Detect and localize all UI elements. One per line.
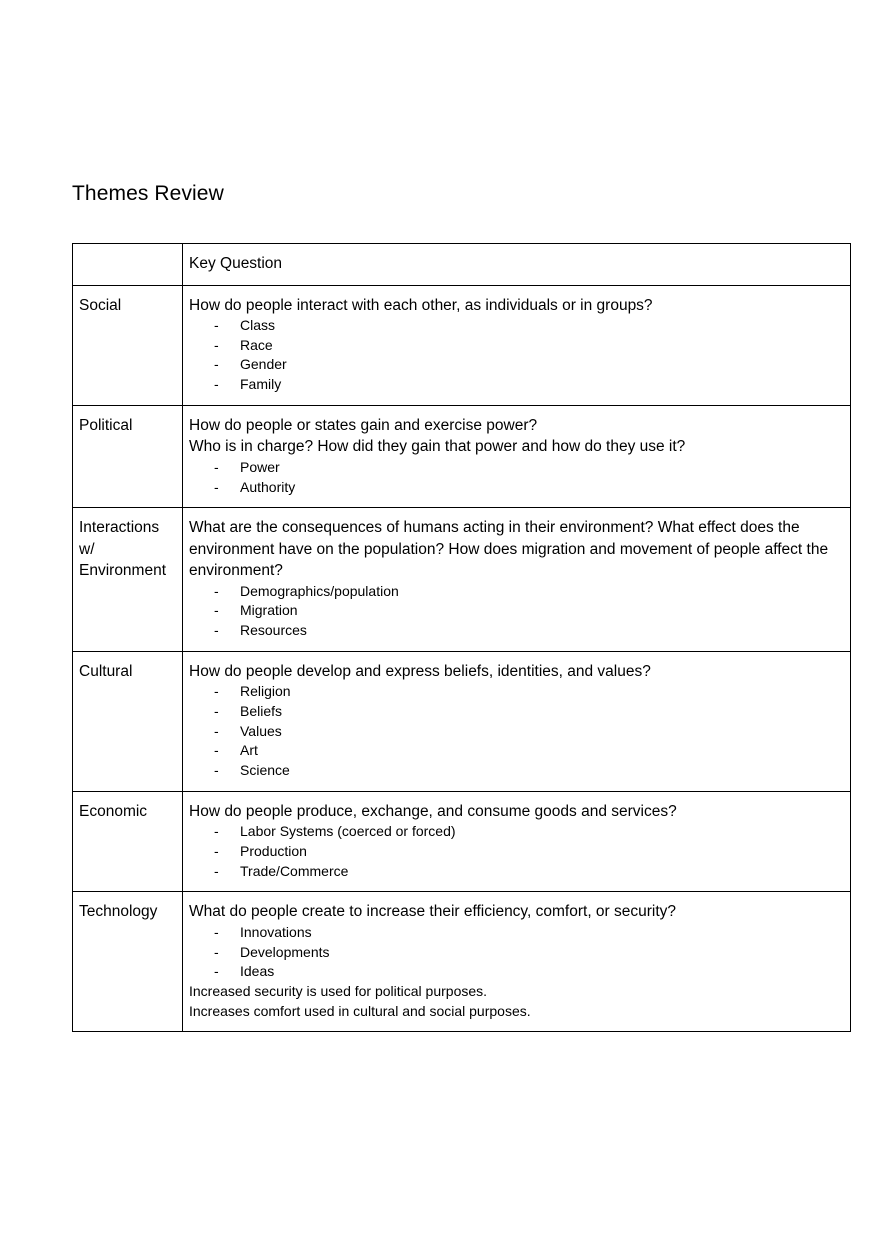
list-item: - Beliefs: [214, 702, 844, 722]
key-question: What are the consequences of humans acting in their environment? What effect does the environment have on the population? How does migration and movement of people affect the environment?: [189, 519, 829, 580]
list-item: - Race: [214, 336, 844, 356]
technology-note: Increases comfort used in cultural and social purposes.: [189, 1002, 531, 1019]
list-item: - Trade/Commerce: [214, 862, 844, 882]
bullet-dash: -: [214, 458, 219, 475]
question-cell: [183, 791, 851, 892]
list-item: - Religion: [214, 682, 844, 702]
question-cell: [183, 405, 851, 507]
bullet-list: [189, 923, 844, 982]
list-item: - Power: [214, 458, 844, 478]
key-question: How do people interact with each other, as individuals or in groups?: [189, 296, 653, 314]
list-item: - Class: [214, 316, 844, 336]
bullet-list: [189, 682, 844, 781]
bullet-list: [189, 582, 844, 641]
theme-cell: Technology: [73, 892, 183, 1032]
bullet-dash: -: [214, 862, 219, 879]
bullet-dash: -: [214, 356, 219, 373]
list-item: - Gender: [214, 355, 844, 375]
list-item: - Ideas: [214, 962, 844, 982]
list-item: - Demographics/population: [214, 582, 844, 602]
bullet-dash: -: [214, 336, 219, 353]
list-item: - Labor Systems (coerced or forced): [214, 822, 844, 842]
table-row-social: [73, 285, 851, 405]
bullet-dash: -: [214, 762, 219, 779]
themes-table: [72, 243, 851, 1032]
list-item: - Values: [214, 722, 844, 742]
bullet-dash: -: [214, 923, 219, 940]
bullet-dash: -: [214, 602, 219, 619]
list-item: - Migration: [214, 601, 844, 621]
key-question-header-cell: Key Question: [183, 244, 851, 286]
list-item: - Production: [214, 842, 844, 862]
theme-cell: Social: [73, 285, 183, 405]
bullet-dash: -: [214, 742, 219, 759]
bullet-list: [189, 822, 844, 881]
bullet-dash: -: [214, 478, 219, 495]
table-row-cultural: [73, 651, 851, 791]
bullet-dash: -: [214, 963, 219, 980]
bullet-dash: -: [214, 683, 219, 700]
key-question: How do people produce, exchange, and consume goods and services?: [189, 802, 677, 820]
list-item: - Resources: [214, 621, 844, 641]
bullet-list: [189, 316, 844, 395]
theme-cell: Interactions w/ Environment: [73, 508, 183, 652]
question-cell: [183, 285, 851, 405]
page-title: Themes Review: [72, 182, 224, 205]
table-header-row: [73, 244, 851, 286]
theme-cell: Political: [73, 405, 183, 507]
bullet-dash: -: [214, 943, 219, 960]
bullet-dash: -: [214, 843, 219, 860]
question-cell: [183, 651, 851, 791]
bullet-dash: -: [214, 722, 219, 739]
table-row-political: [73, 405, 851, 507]
bullet-dash: -: [214, 823, 219, 840]
table-row-economic: [73, 791, 851, 892]
theme-header-cell: [73, 244, 183, 286]
list-item: - Innovations: [214, 923, 844, 943]
bullet-dash: -: [214, 703, 219, 720]
list-item: - Art: [214, 741, 844, 761]
bullet-dash: -: [214, 376, 219, 393]
list-item: - Family: [214, 375, 844, 395]
key-question: How do people develop and express beliefs, identities, and values?: [189, 662, 651, 680]
question-cell: [183, 508, 851, 652]
question-cell: [183, 892, 851, 1032]
list-item: - Authority: [214, 478, 844, 498]
table-row-environment: [73, 508, 851, 652]
key-question: What do people create to increase their efficiency, comfort, or security?: [189, 903, 677, 921]
bullet-dash: -: [214, 622, 219, 639]
technology-note: Increased security is used for political purposes.: [189, 983, 488, 1000]
table-row-technology: [73, 892, 851, 1032]
theme-cell: Cultural: [73, 651, 183, 791]
key-question: How do people or states gain and exercise power?: [189, 416, 538, 434]
list-item: - Science: [214, 761, 844, 781]
theme-cell: Economic: [73, 791, 183, 892]
bullet-dash: -: [214, 582, 219, 599]
bullet-dash: -: [214, 317, 219, 333]
key-question: Who is in charge? How did they gain that power and how do they use it?: [189, 438, 686, 456]
list-item: - Developments: [214, 943, 844, 963]
bullet-list: [189, 458, 844, 497]
